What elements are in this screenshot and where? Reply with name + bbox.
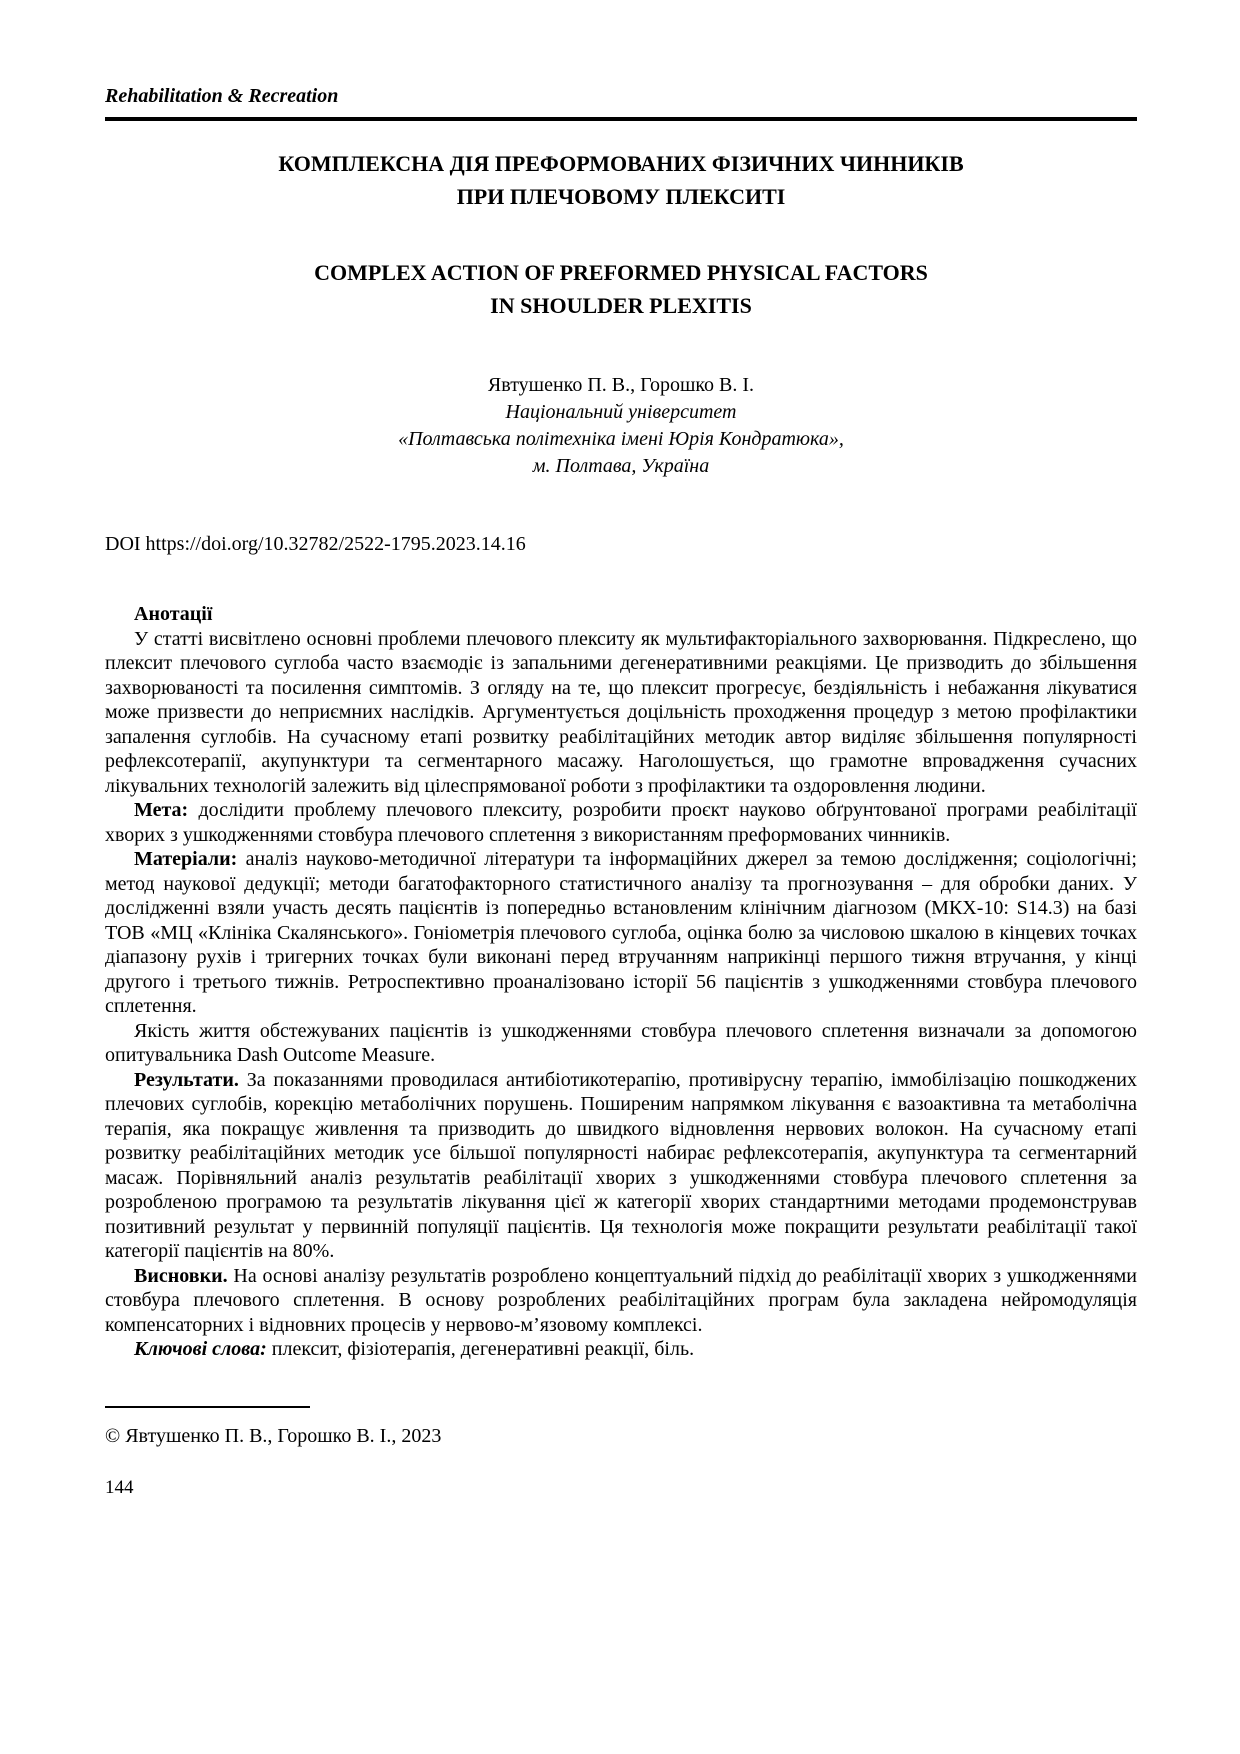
paragraph-text: аналіз науково-методичної літератури та інформаційних джерел за темою дослідження; соціологічні; метод наукової дедукції; методи багатофакторного статистичного аналізу та прогнозування – для обробки даних. У дослідженні взяли участь десять пацієнтів із попередньо встановленим клінічним діагнозом (МКХ-10: S14.3) на базі ТОВ «МЦ «Клініка Скалянського». Гоніометрія плечового суглоба, оцінка болю за числовою шкалою в кінцевих точках діапазону рухів і тригерних точках були виконані перед втручанням наприкінці першого тижня втручання, у кінці другого і третього тижнів. Ретроспективно проаналізовано історії 56 пацієнтів з ушкодженнями стовбура плечового сплетення. — [105, 848, 1137, 1017]
affiliation — [105, 399, 1137, 480]
affiliation-line3: м. Полтава, Україна — [532, 454, 710, 477]
affiliation-line2: «Полтавська політехніка імені Юрія Кондратюка», — [398, 427, 844, 450]
article-title-en — [105, 256, 1137, 322]
running-head — [105, 84, 1137, 121]
article-title-en-line2: IN SHOULDER PLEXITIS — [490, 292, 752, 318]
materials-paragraph — [105, 847, 1137, 1019]
paragraph-text: плексит, фізіотерапія, дегенеративні реакції, біль. — [266, 1338, 695, 1360]
abstract-section — [105, 602, 1137, 1362]
article-title-uk-line2: ПРИ ПЛЕЧОВОМУ ПЛЕКСИТІ — [456, 183, 786, 209]
paragraph-text: Якість життя обстежуваних пацієнтів із ушкодженнями стовбура плечового сплетення визначали за допомогою опитувальника Dash Outcome Measure. — [105, 1019, 1137, 1066]
header-rule — [105, 117, 1137, 121]
article-title-uk-line1: КОМПЛЕКСНА ДІЯ ПРЕФОРМОВАНИХ ФІЗИЧНИХ ЧИННИКІВ — [278, 150, 964, 176]
journal-name: Rehabilitation & Recreation — [105, 85, 339, 107]
goal-paragraph — [105, 798, 1137, 847]
copyright-line: © Явтушенко П. В., Горошко В. І., 2023 — [105, 1425, 442, 1447]
paragraph-text: У статті висвітлено основні проблеми плечового плекситу як мультифакторіального захворювання. Підкреслено, що плексит плечового суглоба часто взаємодіє із запальними дегенеративними реакціями. Це призводить до збільшення захворюваності та посилення симптомів. З огляду на те, що плексит прогресує, бездіяльність і небажання лікуватися може призвести до неприємних наслідків. Аргументується доцільність проходження процедур з метою профілактики запалення суглобів. На сучасному етапі розвитку реабілітаційних методик автор виділяє збільшення популярності рефлексотерапії, акупунктури та сегментарного масажу. Наголошується, що грамотне впровадження сучасних лікувальних технологій залежить від цілеспрямованої роботи з профілактики та оздоровлення людини. — [105, 627, 1137, 797]
doi-line: DOI https://doi.org/10.32782/2522-1795.2023.14.16 — [105, 532, 526, 555]
paragraph-lead: Ключові слова: — [134, 1338, 267, 1360]
paragraph-text: За показаннями проводилася антибіотикотерапію, противірусну терапію, іммобілізацію пошкоджених плечових суглобів, корекцію метаболічних порушень. Поширеним напрямком лікування є вазоактивна та метаболічна терапія, яка покращує живлення та призводить до швидкого відновлення нервових волокон. На сучасному етапі розвитку реабілітаційних методик усе більшої популярності набирає рефлексотерапія, акупунктура та сегментарний масаж. Порівняльний аналіз результатів реабілітації хворих з ушкодженнями стовбура плечового сплетення за розробленою програмою та результатів лікування цієї ж категорії хворих стандартними методами продемонстрував позитивний результат у первинній популяції пацієнтів. Ця технологія може покращити результати реабілітації такої категорії пацієнтів на 80%. — [105, 1068, 1137, 1262]
article-title-uk — [105, 147, 1137, 213]
abstract-heading: Анотації — [134, 603, 213, 625]
results-paragraph — [105, 1068, 1137, 1264]
authors: Явтушенко П. В., Горошко В. І. — [487, 373, 755, 396]
paragraph-lead: Матеріали: — [134, 848, 238, 870]
paragraph-lead: Результати. — [134, 1068, 239, 1091]
paragraph-lead: Висновки. — [134, 1264, 228, 1287]
paragraph-text: На основі аналізу результатів розроблено концептуальний підхід до реабілітації хворих з ушкодженнями стовбура плечового сплетення. В основу розроблених реабілітаційних програм була закладена нейромодуляція компенсаторних і відновних процесів у нервово-м’язовому комплексі. — [105, 1264, 1137, 1336]
conclusions-paragraph — [105, 1264, 1137, 1338]
abstract-paragraph — [105, 627, 1137, 799]
article-title-en-line1: COMPLEX ACTION OF PREFORMED PHYSICAL FACTORS — [314, 259, 928, 285]
page-number: 144 — [105, 1477, 134, 1498]
paragraph-text: дослідити проблему плечового плекситу, розробити проєкт науково обґрунтованої програми реабілітації хворих з ушкодженнями стовбура плечового сплетення з використанням преформованих чинників. — [105, 799, 1137, 846]
paragraph-lead: Мета: — [134, 799, 189, 821]
affiliation-line1: Національний університет — [505, 400, 737, 423]
footnote-rule — [105, 1406, 310, 1408]
quality-paragraph — [105, 1019, 1137, 1068]
keywords-paragraph — [105, 1337, 1137, 1362]
